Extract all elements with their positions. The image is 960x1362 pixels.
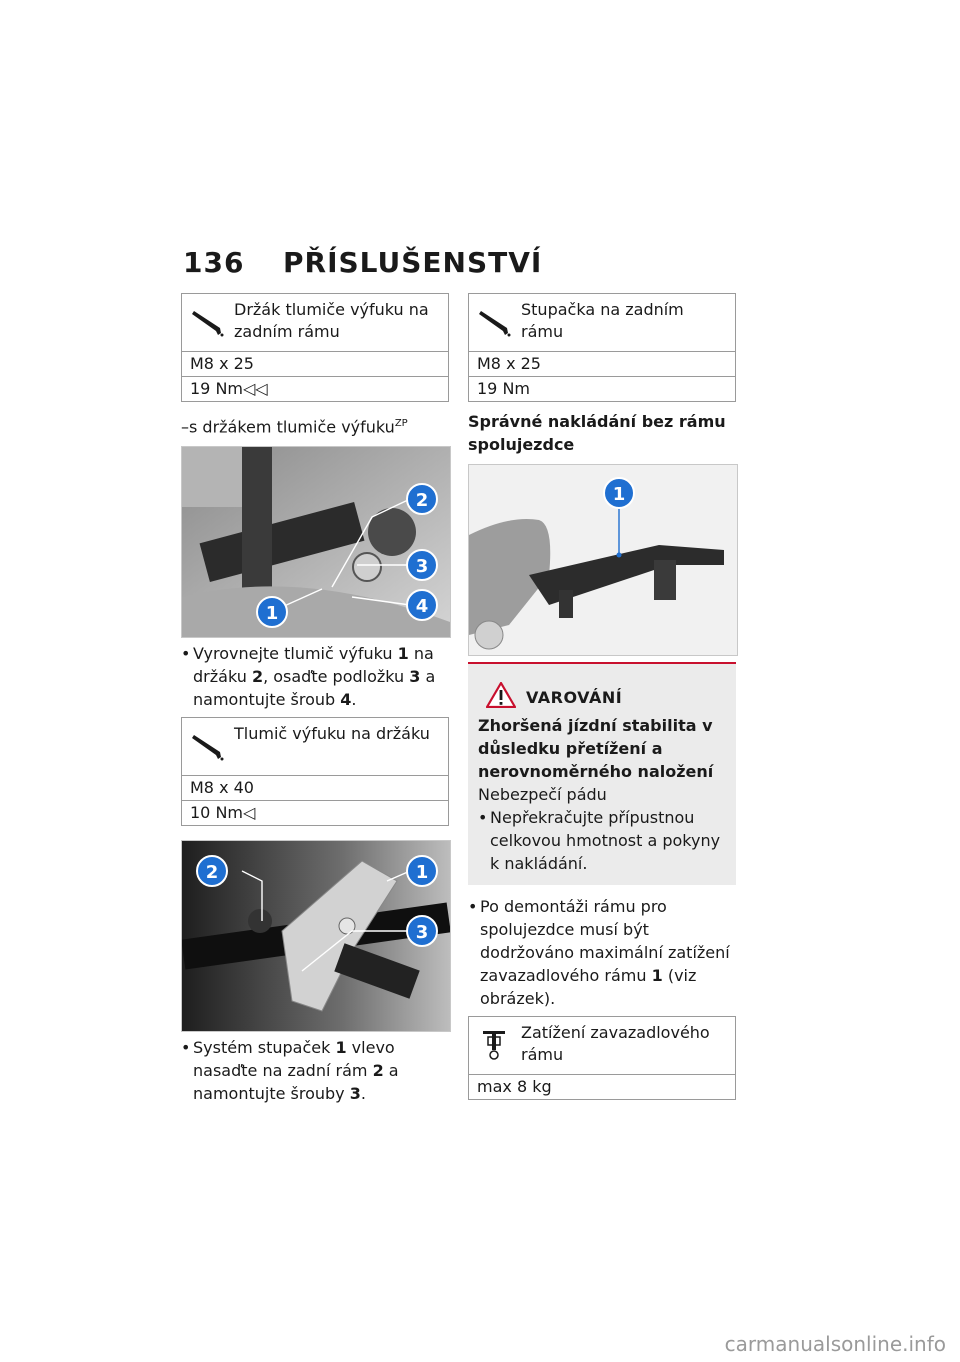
photo-footrest-system-image bbox=[182, 841, 450, 1031]
spec-title: Zatížení zavazadlového rámu bbox=[521, 1023, 710, 1064]
callout-badge bbox=[604, 478, 634, 508]
spec-torque: 10 Nm◁ bbox=[190, 803, 256, 823]
callout-badge bbox=[407, 590, 437, 620]
spec-head bbox=[469, 294, 735, 352]
callout-2: 2 bbox=[205, 862, 219, 884]
spec-table-footrest bbox=[468, 293, 736, 402]
spec-head bbox=[469, 1017, 735, 1075]
step-install-footrest: • Systém stupaček 1 vlevo nasaďte na zadní rám 2 a namontujte šrouby 3. bbox=[181, 1036, 449, 1105]
spec-thread: M8 x 25 bbox=[182, 352, 448, 377]
watermark: carmanualsonline.info bbox=[724, 1332, 946, 1356]
spec-torque: 19 Nm◁◁ bbox=[190, 379, 268, 398]
callout-badge bbox=[197, 856, 227, 886]
callout-1: 1 bbox=[265, 603, 279, 625]
callout-badge bbox=[407, 916, 437, 946]
wrench-icon bbox=[190, 728, 228, 762]
wrench-icon bbox=[477, 304, 515, 338]
right-column bbox=[468, 293, 736, 1100]
spec-table-luggage-load bbox=[468, 1016, 736, 1100]
weight-icon bbox=[477, 1027, 515, 1061]
callout-4: 4 bbox=[415, 596, 429, 618]
spec-title: Držák tlumiče výfuku na zadním rámu bbox=[234, 300, 429, 341]
warning-box bbox=[468, 662, 736, 885]
spec-table-exhaust-holder bbox=[181, 293, 449, 402]
warning-bullet: • Nepřekračujte přípustnou celkovou hmotnost a pokyny k nakládání. bbox=[478, 806, 728, 875]
spec-table-exhaust-on-holder bbox=[181, 717, 449, 826]
step-align-exhaust: • Vyrovnejte tlumič výfuku 1 na držáku 2, osaďte podložku 3 a namontujte šroub 4. bbox=[181, 642, 449, 711]
wrench-icon bbox=[190, 304, 228, 338]
photo-exhaust-mount-image bbox=[182, 447, 450, 637]
spec-head bbox=[182, 718, 448, 776]
left-column bbox=[181, 293, 449, 1111]
spec-title: Tlumič výfuku na držáku bbox=[234, 724, 430, 744]
photo-luggage-rack-image bbox=[469, 465, 737, 655]
note-with-holder: –s držákem tlumiče výfuku$^{ZP}$ bbox=[181, 417, 408, 437]
warning-label: VAROVÁNÍ bbox=[526, 688, 623, 707]
photo-exhaust-mount bbox=[181, 446, 451, 638]
warning-subtitle: Nebezpečí pádu bbox=[478, 785, 607, 804]
note-superscript: ZP bbox=[394, 418, 408, 429]
callout-1: 1 bbox=[415, 862, 429, 884]
callout-2: 2 bbox=[415, 490, 429, 512]
callout-badge bbox=[257, 597, 287, 627]
page-number: 136 bbox=[183, 246, 245, 279]
spec-title: Stupačka na zadním rámu bbox=[521, 300, 684, 341]
spec-value: max 8 kg bbox=[477, 1077, 552, 1096]
callout-badge bbox=[407, 550, 437, 580]
callout-3: 3 bbox=[415, 922, 429, 944]
spec-head bbox=[182, 294, 448, 352]
callout-3: 3 bbox=[415, 556, 429, 578]
spec-thread: M8 x 25 bbox=[469, 352, 735, 377]
spec-thread: M8 x 40 bbox=[182, 776, 448, 801]
callout-1: 1 bbox=[612, 484, 626, 505]
warning-header bbox=[478, 678, 728, 714]
section-heading: Správné nakládání bez rámu spolujezdce bbox=[468, 412, 726, 454]
callout-badge bbox=[407, 484, 437, 514]
callout-badge bbox=[407, 856, 437, 886]
photo-footrest-system bbox=[181, 840, 451, 1032]
warning-triangle-icon bbox=[486, 682, 516, 708]
page-title: PŘÍSLUŠENSTVÍ bbox=[283, 246, 543, 279]
photo-luggage-rack bbox=[468, 464, 738, 656]
warning-title: Zhoršená jízdní stabilita v důsledku přetížení a nerovnoměrného naložení bbox=[478, 716, 714, 781]
page-header bbox=[183, 246, 743, 286]
spec-torque: 19 Nm bbox=[477, 379, 530, 398]
step-max-load: • Po demontáži rámu pro spolujezdce musí být dodržováno maximální zatížení zavazadlového rámu 1 (viz obrázek). bbox=[468, 895, 736, 1010]
